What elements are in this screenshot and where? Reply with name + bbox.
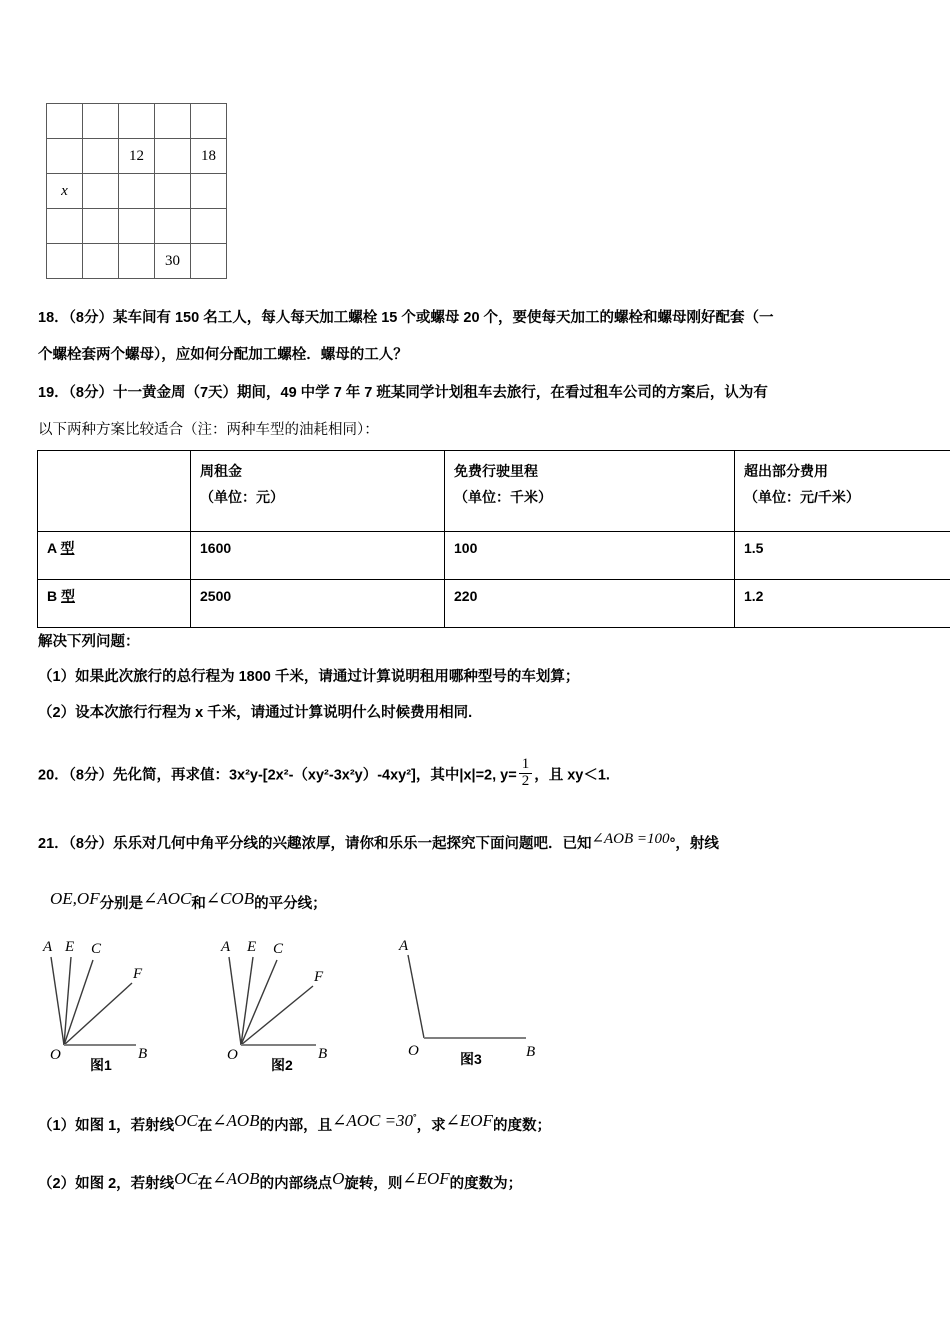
label-o: O [408,1043,419,1059]
grid-cell [155,104,191,139]
question-20-suffix: ，且 xy＜1. [534,767,610,784]
grid-cell [191,174,227,209]
table-header-row [38,451,950,532]
grid-cell [83,209,119,244]
grid-cell [155,174,191,209]
geometry-figures [36,935,636,1090]
angle-aoc-value: ∠AOC =30 [332,1111,414,1130]
label-a: A [221,939,231,955]
label-o: O [50,1047,61,1060]
row-label-a [38,532,191,580]
grid-cell [83,104,119,139]
sub2-text-b: 在 [197,1176,213,1192]
question-21-sub-1 [38,1108,551,1138]
angle-eof-label: ∠EOF [445,1111,493,1130]
grid-cell-30: 30 [155,244,191,279]
angle-aob-value: ∠AOB =100 [591,831,670,847]
ray-oc-label: OC [174,1111,198,1130]
label-a: A [399,938,409,954]
fraction-denominator: 2 [521,772,530,789]
cell-a-free-mileage: 100 [445,532,735,580]
figure-1-svg [36,935,211,1060]
label-c: C [91,941,102,957]
figure-3-svg [386,935,566,1060]
header-unit: （单位：千米） [454,488,552,505]
header-cell-excess-fee [735,451,950,532]
label-c: C [273,941,284,957]
label-f: F [133,966,143,982]
figure-2 [211,935,386,1060]
sub1-text-b: 在 [197,1118,213,1134]
row-label-b [38,580,191,628]
grid-cell [83,174,119,209]
fraction-one-half [519,757,533,790]
grid-cell-12: 12 [119,139,155,174]
degree-symbol: ° [413,1112,417,1122]
question-21-text-d: 和 [191,896,206,912]
table-row-type-b [38,580,950,628]
question-21-text-c: 分别是 [99,896,144,912]
sub2-text-e: 的度数为； [449,1176,523,1192]
question-19-sub-2: （2）设本次旅行行程为 x 千米，请通过计算说明什么时候费用相同. [38,705,473,721]
rays-oe-of: OE,OF [50,889,100,908]
grid-cell [191,244,227,279]
ray-oa [51,957,64,1045]
question-18-line-1: 18．（8分）某车间有 150 名工人，每人每天加工螺栓 15 个或螺母 20 个，要使每天加工的螺栓和螺母刚好配套（一 [38,310,774,326]
cell-b-weekly-rent: 2500 [191,580,445,628]
header-unit: （单位：元） [200,488,284,505]
figure-1-caption: 图1 [90,1057,112,1073]
cell-b-excess-fee: 1.2 [735,580,950,628]
grid-cell [83,139,119,174]
cell-b-free-mileage: 220 [445,580,735,628]
sub1-text-c: 的内部，且 [259,1118,333,1134]
grid-cell [191,104,227,139]
label-a: A [43,939,53,955]
ray-of [241,986,313,1045]
question-21-line-1 [38,828,719,856]
question-19-sub-1: （1）如果此次旅行的总行程为 1800 千米，请通过计算说明租用哪种型号的车划算； [38,669,580,685]
header-title: 免费行驶里程 [454,463,538,479]
figure-1 [36,935,211,1060]
table-row [47,104,227,139]
fraction-numerator: 1 [519,757,533,774]
grid-cell [47,139,83,174]
table-row [47,209,227,244]
label-b: B [138,1046,148,1060]
question-21-text-e: 的平分线； [254,896,327,912]
header-cell-weekly-rent [191,451,445,532]
row-label-letter: B [47,588,58,604]
ray-oc-label: OC [174,1169,198,1188]
grid-cell [119,244,155,279]
grid-cell [119,104,155,139]
table-row [47,139,227,174]
grid-cell [47,244,83,279]
sub1-text-e: 的度数； [492,1118,551,1134]
table-row [47,244,227,279]
question-21-sub-2 [38,1166,522,1196]
grid-cell [155,209,191,244]
figure-2-svg [211,935,386,1060]
grid-cell [47,104,83,139]
label-b: B [318,1046,328,1060]
sub1-text-d: ，求 [416,1118,446,1134]
rental-table [37,450,950,628]
row-label-suffix: 型 [60,540,75,556]
sub2-text-a: （2）如图 2，若射线 [38,1176,175,1192]
figure-3-caption: 图3 [460,1051,482,1067]
degree-symbol: ° [669,836,676,852]
grid-table [46,103,227,279]
angle-cob: ∠COB [205,889,255,908]
grid-cell [119,174,155,209]
grid-cell [119,209,155,244]
row-label-letter: A [47,540,57,556]
question-18-line-2: 个螺栓套两个螺母），应如何分配加工螺栓．螺母的工人？ [38,347,408,363]
grid-cell [83,244,119,279]
row-label-suffix: 型 [61,588,76,604]
grid-cell-18: 18 [191,139,227,174]
question-19-line-2: 以下两种方案比较适合（注：两种车型的油耗相同）： [38,422,379,438]
ray-oa [408,955,424,1038]
angle-aob-label: ∠AOB [212,1111,260,1130]
header-cell-empty [38,451,191,532]
figure-2-caption: 图2 [271,1057,293,1073]
question-21-text-b: ，射线 [675,836,719,852]
question-21-line-2 [50,886,327,916]
question-20-text: 20．（8分）先化简，再求值：3x²y-[2x²-（xy²-3x²y）-4xy²]，其中|x|=2, y= [38,767,517,784]
point-o-label: O [332,1169,345,1188]
ray-oe [64,957,71,1045]
table-row [47,174,227,209]
grid-cell [47,209,83,244]
sub1-text-a: （1）如图 1，若射线 [38,1118,175,1134]
label-b: B [526,1044,536,1060]
label-o: O [227,1047,238,1060]
grid-cell [155,139,191,174]
figure-3 [386,935,566,1060]
header-cell-free-mileage [445,451,735,532]
label-e: E [65,939,75,955]
table-row-type-a [38,532,950,580]
cell-a-excess-fee: 1.5 [735,532,950,580]
cell-a-weekly-rent: 1600 [191,532,445,580]
header-title: 超出部分费用 [744,463,828,479]
label-e: E [247,939,257,955]
sub2-text-c: 的内部绕点 [259,1176,333,1192]
angle-aoc: ∠AOC [143,889,192,908]
sub2-text-d: 旋转，则 [344,1176,403,1192]
question-21-text-a: 21．（8分）乐乐对几何中角平分线的兴趣浓厚，请你和乐乐一起探究下面问题吧．已知 [38,836,592,852]
header-unit: （单位：元/千米） [744,488,860,505]
label-f: F [314,969,324,985]
solve-heading: 解决下列问题： [38,634,140,650]
header-title: 周租金 [200,463,242,479]
question-20 [38,757,610,790]
grid-cell [191,209,227,244]
ray-oa [229,957,241,1045]
angle-aob-label: ∠AOB [212,1169,260,1188]
magic-square-grid [46,103,227,279]
rental-plan-table [37,450,950,628]
question-19-line-1: 19．（8分）十一黄金周（7天）期间，49 中学 7 年 7 班某同学计划租车去旅行，在看过租车公司的方案后，认为有 [38,385,768,401]
angle-eof-label: ∠EOF [402,1169,450,1188]
grid-cell-x: x [47,174,83,209]
